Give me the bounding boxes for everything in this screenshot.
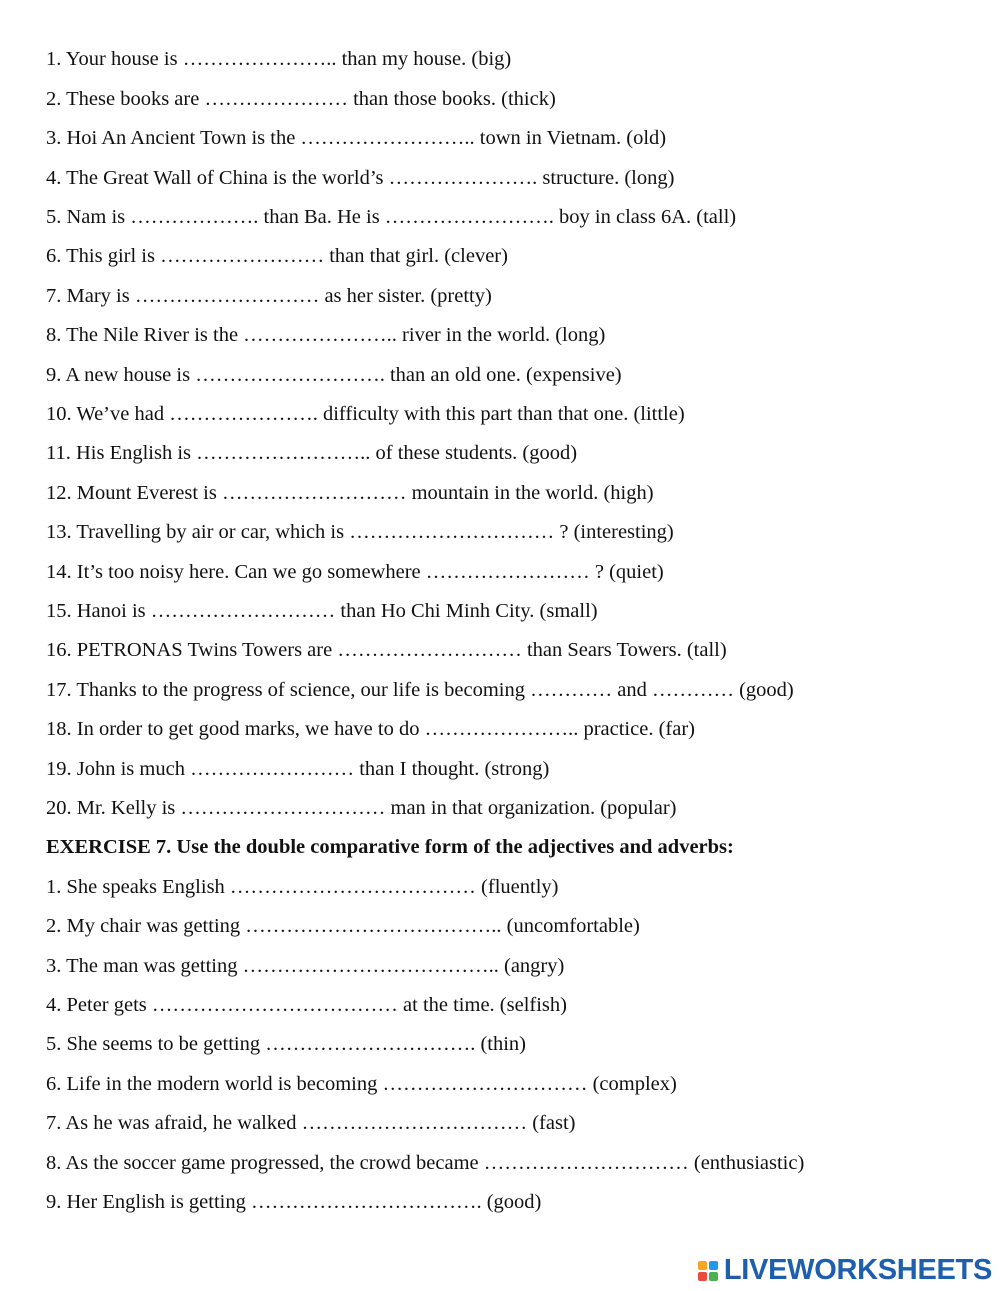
exercise6-item-18: 18. In order to get good marks, we have to do ………………….. practice. (far) [46,718,695,740]
exercise6-item-6: 6. This girl is …………………… than that girl. (clever) [46,245,508,267]
exercise6-item-3: 3. Hoi An Ancient Town is the …………………….. town in Vietnam. (old) [46,127,667,149]
exercise6-item-8: 8. The Nile River is the ………………….. river in the world. (long) [46,324,606,346]
exercise6-item-13: 13. Travelling by air or car, which is ………………………… ? (interesting) [46,521,674,543]
brand-name: LIVEWORKSHEETS [723,1254,992,1286]
exercise6-item-9: 9. A new house is ………………………. than an old one. (expensive) [46,364,622,386]
exercise7-item-4: 4. Peter gets ……………………………… at the time. (selfish) [46,994,567,1016]
logo-square-orange [698,1261,707,1270]
exercise6-item-16: 16. PETRONAS Twins Towers are ……………………… than Sears Towers. (tall) [46,639,727,661]
exercise6-item-14: 14. It’s too noisy here. Can we go somewhere …………………… ? (quiet) [46,561,664,583]
logo-square-green [709,1272,718,1281]
exercise7-item-5: 5. She seems to be getting …………………………. (thin) [46,1033,526,1055]
exercise7-item-3: 3. The man was getting ……………………………….. (angry) [46,955,565,977]
liveworksheets-logo[interactable] [698,1254,992,1287]
exercise6-item-2: 2. These books are ………………… than those books. (thick) [46,88,556,110]
exercise6-item-20: 20. Mr. Kelly is ………………………… man in that organization. (popular) [46,797,677,819]
liveworksheets-logo-icon [698,1261,718,1281]
exercise7-heading: EXERCISE 7. Use the double comparative form of the adjectives and adverbs: [46,836,734,858]
exercise7-item-8: 8. As the soccer game progressed, the crowd became ………………………… (enthusiastic) [46,1152,805,1174]
exercise6-item-19: 19. John is much …………………… than I thought. (strong) [46,758,550,780]
exercise6-item-7: 7. Mary is ……………………… as her sister. (pretty) [46,285,492,307]
exercise6-item-15: 15. Hanoi is ……………………… than Ho Chi Minh City. (small) [46,600,598,622]
exercise6-item-11: 11. His English is …………………….. of these students. (good) [46,442,578,464]
exercise7-item-7: 7. As he was afraid, he walked …………………………… (fast) [46,1112,576,1134]
exercise7-item-1: 1. She speaks English ……………………………… (fluently) [46,876,559,898]
exercise6-item-1: 1. Your house is ………………….. than my house. (big) [46,48,512,70]
exercise7-item-2: 2. My chair was getting ……………………………….. (uncomfortable) [46,915,640,937]
exercise6-item-10: 10. We’ve had …………………. difficulty with this part than that one. (little) [46,403,685,425]
exercise6-item-17: 17. Thanks to the progress of science, our life is becoming ………… and ………… (good) [46,679,794,701]
logo-square-red [698,1272,707,1281]
exercise7-item-9: 9. Her English is getting ……………………………. (good) [46,1191,542,1213]
logo-square-blue [709,1261,718,1270]
exercise6-item-12: 12. Mount Everest is ……………………… mountain in the world. (high) [46,482,654,504]
exercise6-item-4: 4. The Great Wall of China is the world’s …………………. structure. (long) [46,167,675,189]
exercise7-item-6: 6. Life in the modern world is becoming ………………………… (complex) [46,1073,677,1095]
exercise6-item-5: 5. Nam is ………………. than Ba. He is ……………………. boy in class 6A. (tall) [46,206,737,228]
